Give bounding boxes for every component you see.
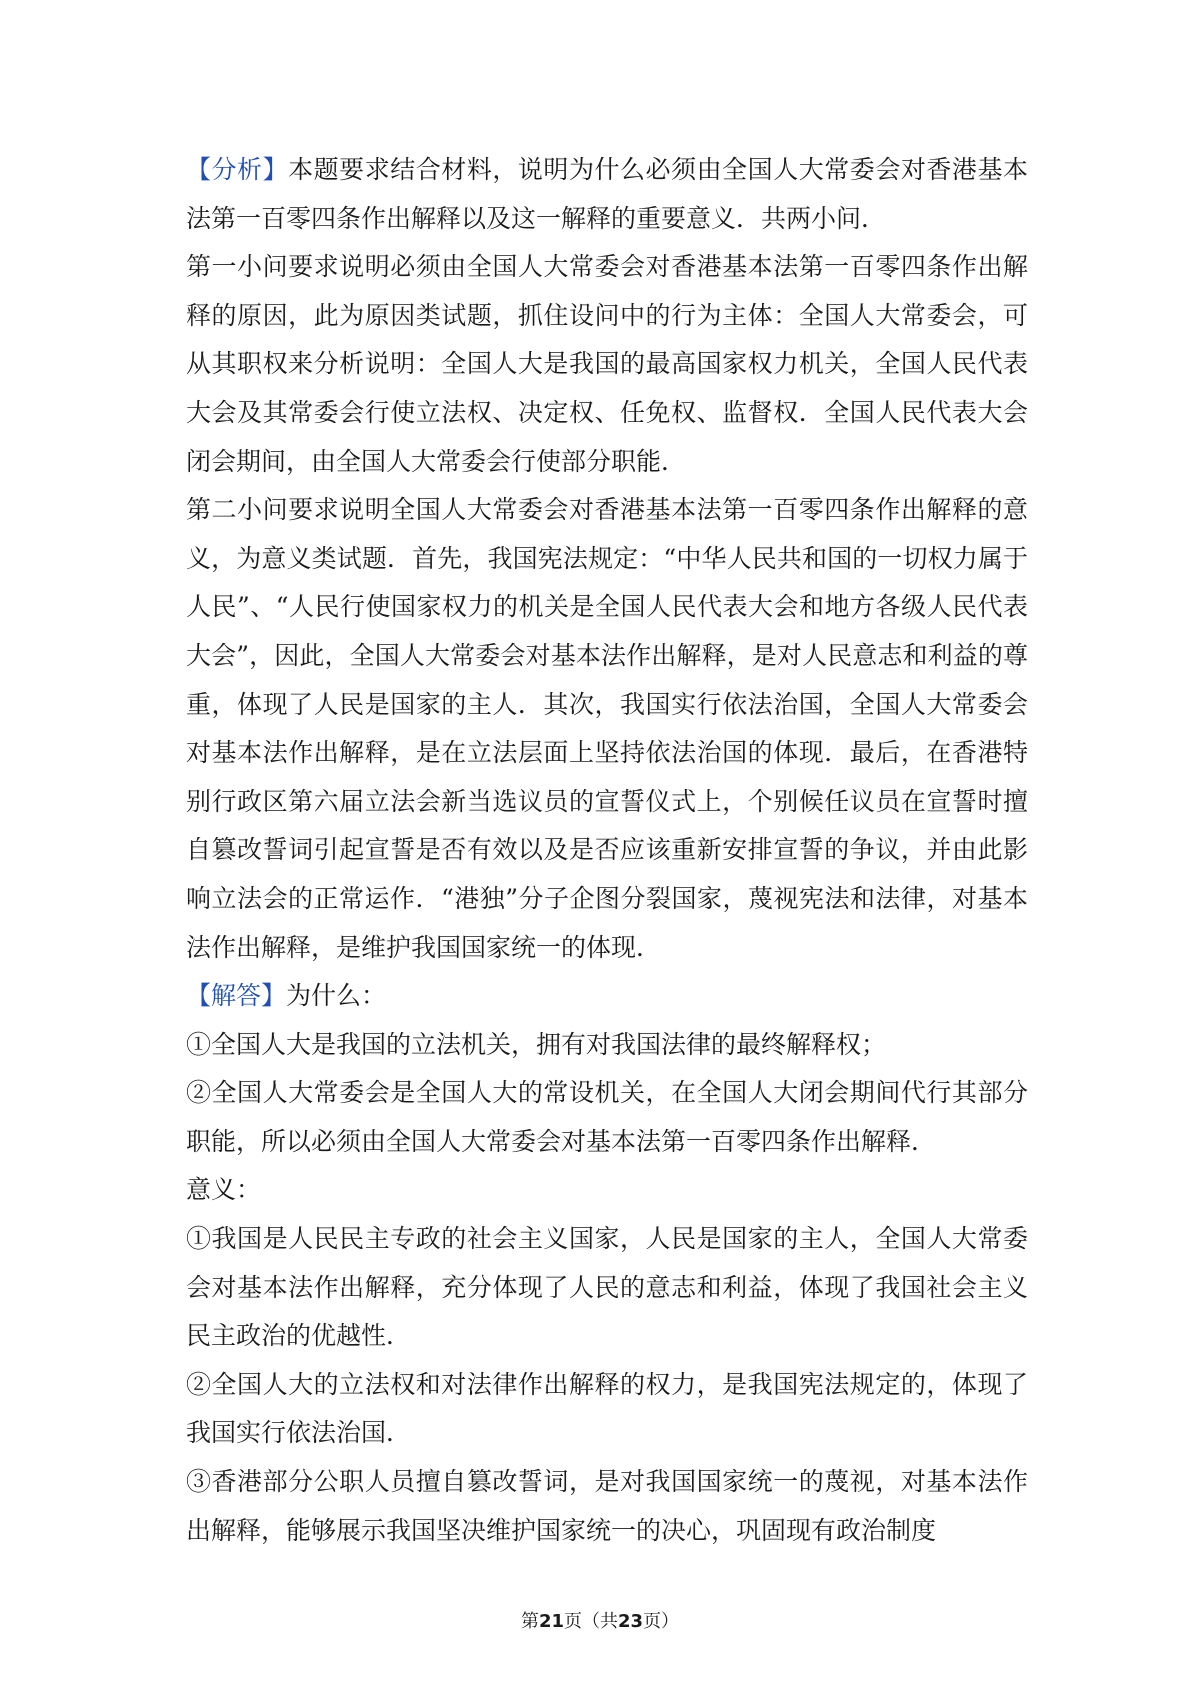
page-footer xyxy=(0,1610,1200,1634)
document-body xyxy=(186,146,1028,1555)
analysis-part2: 第二小问要求说明全国人大常委会对香港基本法第一百零四条作出解释的意义，为意义类试题．首先，我国宪法规定：“中华人民共和国的一切权力属于人民”、“人民行使国家权力的机关是全国人民代表大会和地方各级人民代表大会”，因此，全国人大常委会对基本法作出解释，是对人民意志和利益的尊重，体现了人民是国家的主人．其次，我国实行依法治国，全国人大常委会对基本法作出解释，是在立法层面上坚持依法治国的体现．最后，在香港特别行政区第六届立法会新当选议员的宣誓仪式上，个别候任议员在宣誓时擅自篡改誓词引起宣誓是否有效以及是否应该重新安排宣誓的争议，并由此影响立法会的正常运作．“港独”分子企图分裂国家，蔑视宪法和法律，对基本法作出解释，是维护我国国家统一的体现． xyxy=(186,495,1028,962)
analysis-tag: 【分析】 xyxy=(186,155,289,184)
answer-why-heading: 为什么： xyxy=(286,981,387,1011)
answer-meaning-3: ③香港部分公职人员擅自篡改誓词，是对我国国家统一的蔑视，对基本法作出解释，能够展示我国坚决维护国家统一的决心，巩固现有政治制度 xyxy=(186,1467,1028,1545)
footer-total-pages: 23 xyxy=(618,1611,644,1632)
footer-suffix: 页） xyxy=(643,1611,680,1632)
answer-meaning-2: ②全国人大的立法权和对法律作出解释的权力，是我国宪法规定的，体现了我国实行依法治国． xyxy=(186,1369,1028,1448)
answer-why-2: ②全国人大常委会是全国人大的常设机关，在全国人大闭会期间代行其部分职能，所以必须由全国人大常委会对基本法第一百零四条作出解释． xyxy=(186,1078,1028,1156)
analysis-paragraph xyxy=(186,146,1028,243)
answer-meaning-heading: 意义： xyxy=(186,1175,262,1205)
footer-middle: 页（共 xyxy=(564,1611,618,1632)
footer-prefix: 第 xyxy=(520,1611,539,1632)
answer-why-1: ①全国人大是我国的立法机关，拥有对我国法律的最终解释权； xyxy=(186,1029,887,1059)
analysis-intro: 本题要求结合材料，说明为什么必须由全国人大常委会对香港基本法第一百零四条作出解释以及这一解释的重要意义．共两小问． xyxy=(186,155,1028,233)
answer-paragraph xyxy=(186,972,1028,1021)
analysis-part1: 第一小问要求说明必须由全国人大常委会对香港基本法第一百零四条作出解释的原因，此为原因类试题，抓住设问中的行为主体：全国人大常委会，可从其职权来分析说明：全国人大是我国的最高国家权力机关，全国人民代表大会及其常委会行使立法权、决定权、任免权、监督权．全国人民代表大会闭会期间，由全国人大常委会行使部分职能． xyxy=(186,252,1028,476)
answer-meaning-1: ①我国是人民民主专政的社会主义国家，人民是国家的主人，全国人大常委会对基本法作出解释，充分体现了人民的意志和利益，体现了我国社会主义民主政治的优越性． xyxy=(186,1224,1028,1351)
answer-tag: 【解答】 xyxy=(186,981,287,1011)
footer-page-number: 21 xyxy=(538,1611,564,1632)
